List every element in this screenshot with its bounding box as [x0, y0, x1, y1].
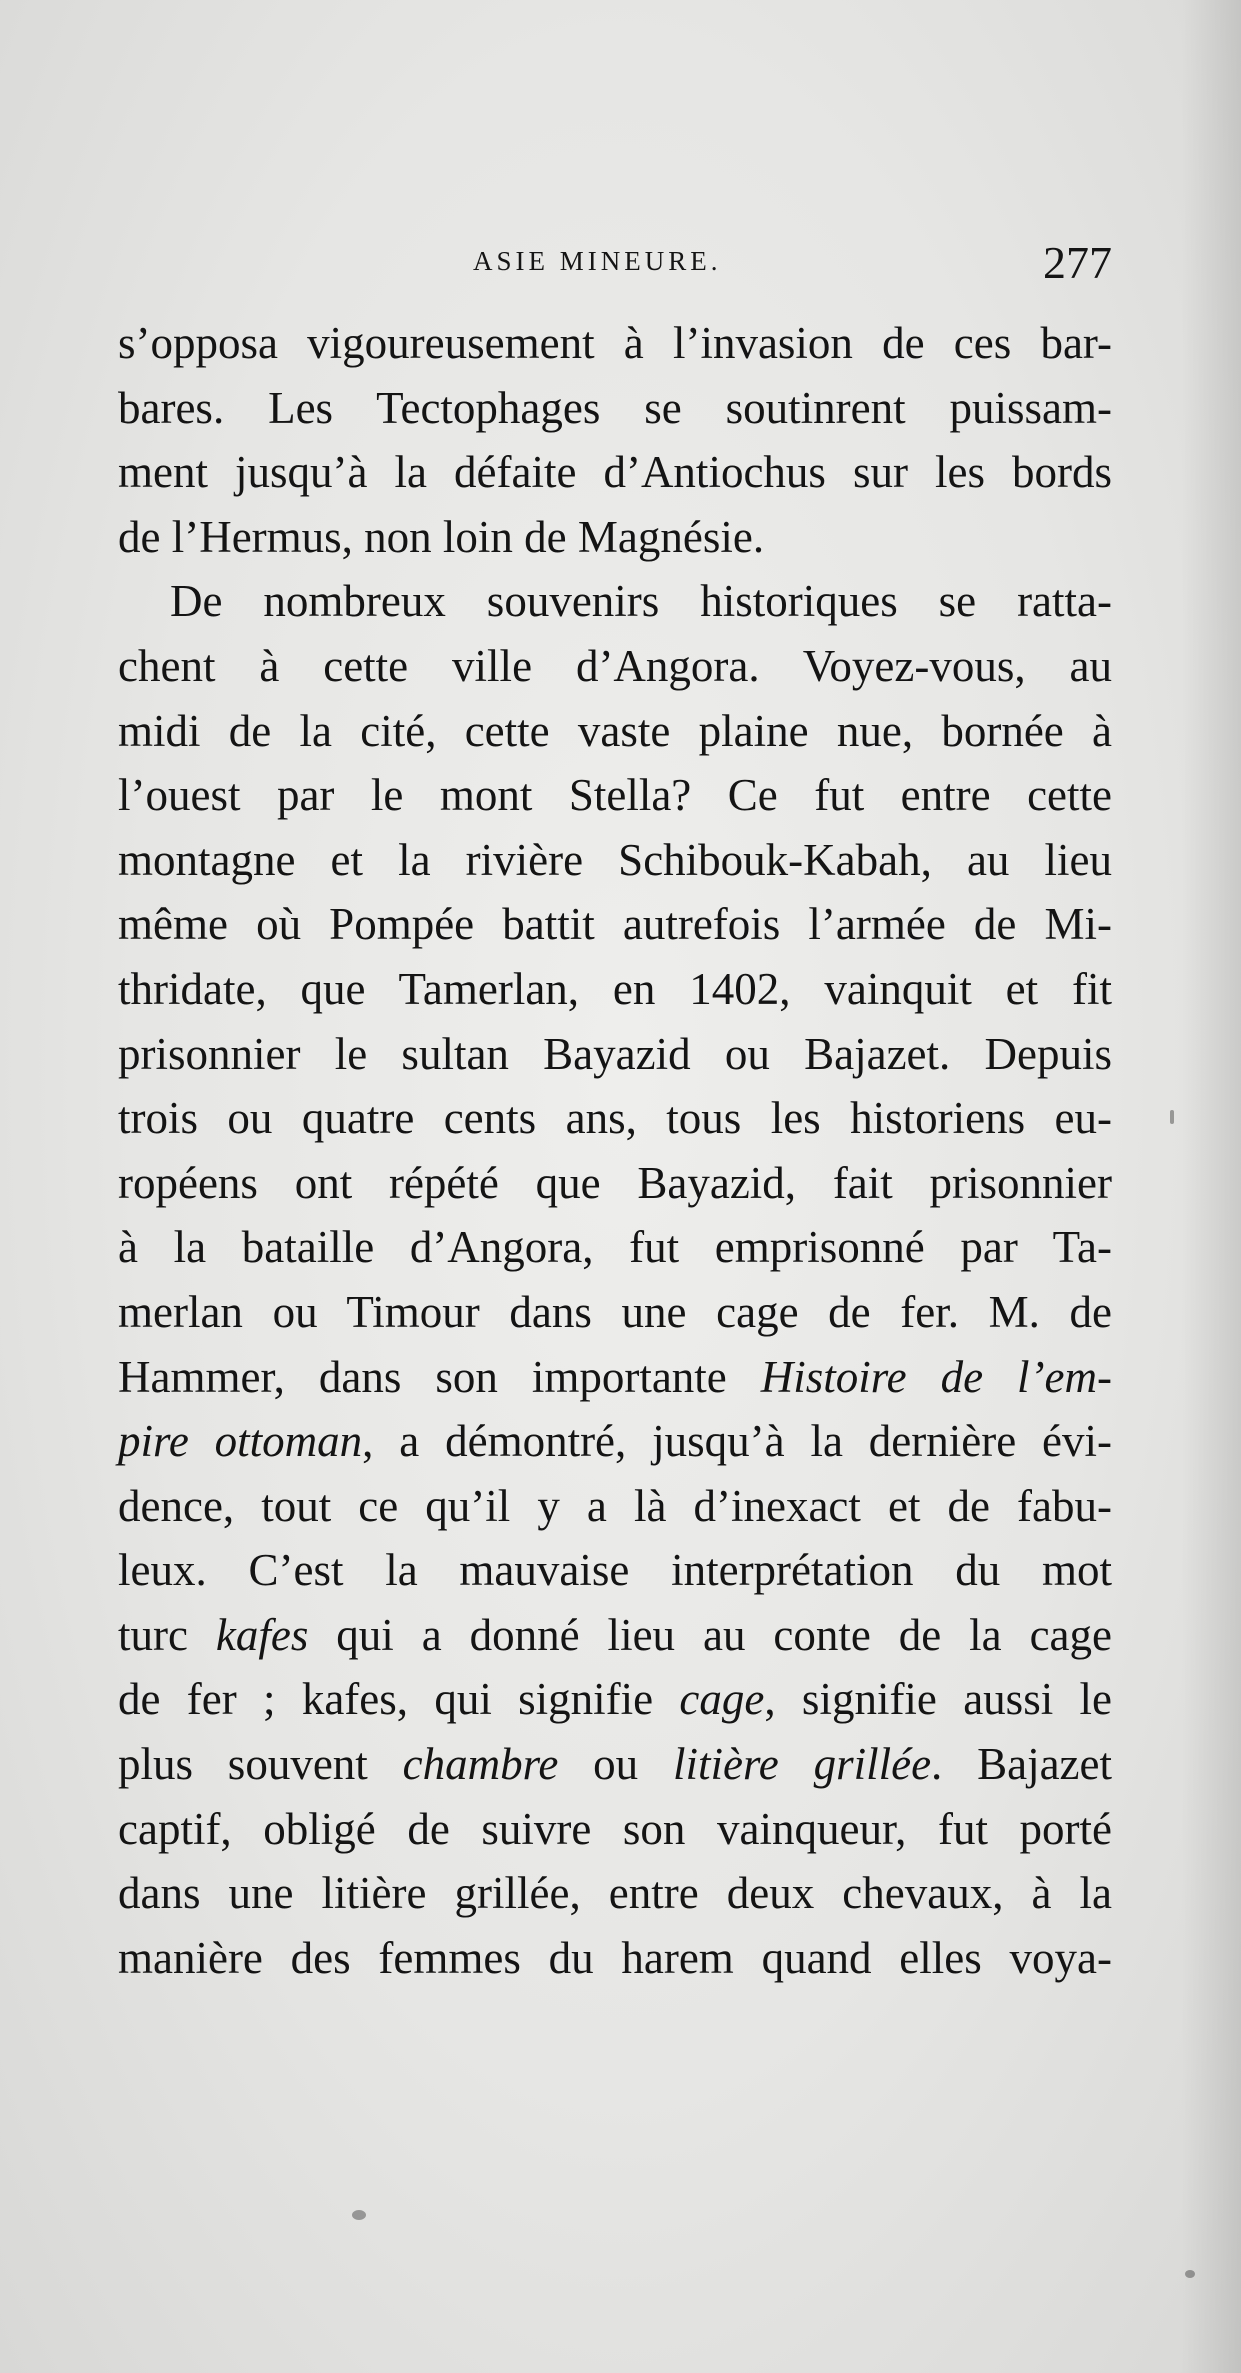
paragraph-start-line: De nombreux souvenirs historiques se ratta- — [170, 576, 1112, 627]
text-line: turc kafes qui a donné lieu au conte de la cage — [118, 1609, 1113, 1660]
text-line: même où Pompée battit autrefois l’armée de Mi- — [118, 899, 1112, 950]
text-line: dence, tout ce qu’il y a là d’inexact et de fabu- — [118, 1480, 1112, 1531]
text-line: s’opposa vigoureusement à l’invasion de ces bar- — [118, 318, 1112, 368]
text-line: plus souvent chambre ou litière grillée. Bajazet — [118, 1739, 1113, 1790]
body-text — [118, 311, 1112, 1990]
text-line: pire ottoman, a démontré, jusqu’à la dernière évi- — [118, 1416, 1112, 1467]
text-line: Hammer, dans son importante Histoire de l’em- — [118, 1351, 1113, 1402]
paragraph-end-line: de l’Hermus, non loin de Magnésie. — [118, 511, 765, 562]
text-line: ment jusqu’à la défaite d’Antiochus sur les bords — [118, 447, 1112, 498]
text-line: prisonnier le sultan Bayazid ou Bajazet. Depuis — [118, 1028, 1112, 1079]
text-line: montagne et la rivière Schibouk-Kabah, au lieu — [118, 834, 1112, 885]
ink-speck — [1170, 1110, 1174, 1124]
text-line: leux. C’est la mauvaise interprétation du mot — [118, 1545, 1112, 1596]
page-number: 277 — [1043, 237, 1112, 288]
italic-title: Histoire de l’em- — [760, 1351, 1113, 1402]
italic-term: kafes — [215, 1609, 309, 1660]
ink-speck — [1185, 2270, 1195, 2278]
page-edge-shadow — [1181, 0, 1241, 2373]
ink-speck — [352, 2210, 366, 2220]
italic-term: cage — [679, 1674, 765, 1725]
text-line: manière des femmes du harem quand elles voya- — [118, 1932, 1112, 1983]
text-line: chent à cette ville d’Angora. Voyez-vous, au — [118, 640, 1112, 691]
text-line: captif, obligé de suivre son vainqueur, fut porté — [118, 1803, 1112, 1854]
text-line: l’ouest par le mont Stella? Ce fut entre cette — [118, 770, 1112, 821]
page-header — [118, 236, 1112, 296]
text-line: à la bataille d’Angora, fut emprisonné par Ta- — [118, 1222, 1112, 1273]
text-line: ropéens ont répété que Bayazid, fait prisonnier — [118, 1157, 1112, 1208]
text-line: dans une litière grillée, entre deux chevaux, à la — [118, 1868, 1112, 1919]
italic-term: litière grillée — [672, 1739, 932, 1790]
running-title: ASIE MINEURE. — [473, 246, 722, 276]
text-line: de fer ; kafes, qui signifie cage, signifie aussi le — [118, 1674, 1112, 1725]
text-line: merlan ou Timour dans une cage de fer. M. de — [118, 1286, 1112, 1337]
text-line: thridate, que Tamerlan, en 1402, vainquit et fit — [118, 963, 1112, 1014]
text-line: trois ou quatre cents ans, tous les historiens eu- — [118, 1093, 1112, 1144]
italic-title: pire ottoman — [118, 1416, 363, 1467]
italic-term: chambre — [402, 1739, 559, 1790]
text-line: midi de la cité, cette vaste plaine nue, bornée à — [118, 705, 1112, 756]
text-line: bares. Les Tectophages se soutinrent puissam- — [118, 382, 1112, 433]
